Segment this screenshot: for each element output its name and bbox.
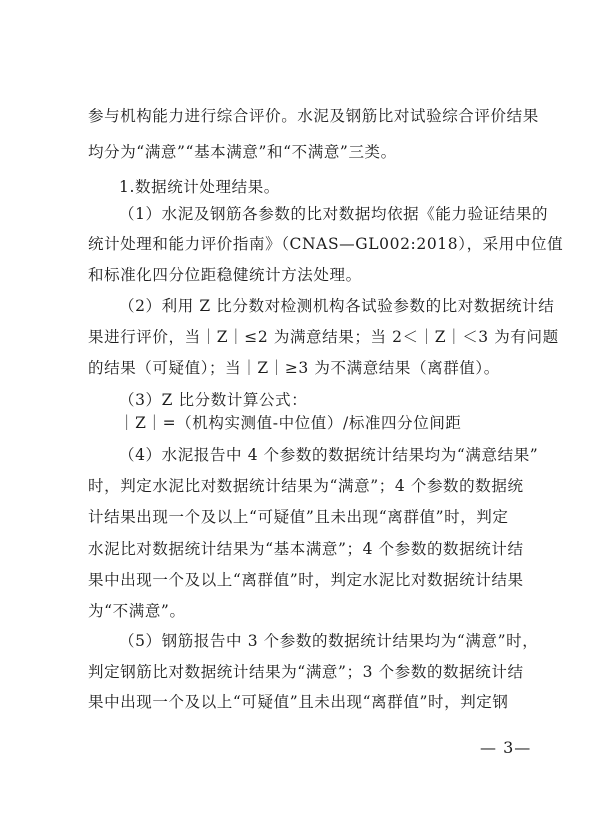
text-line: 为“不满意”。 bbox=[88, 602, 186, 620]
page-number: — 3— bbox=[480, 738, 532, 757]
text-line: 统计处理和能力评价指南》（CNAS—GL002:2018），采用中位值 bbox=[88, 235, 564, 253]
text-line: （1）水泥及钢筋各参数的比对数据均依据《能力验证结果的 bbox=[119, 205, 549, 223]
text-line: 判定钢筋比对数据统计结果为“满意”；3 个参数的数据统计结 bbox=[88, 663, 524, 681]
text-line: 和标准化四分位距稳健统计方法处理。 bbox=[88, 266, 362, 284]
formula-line: ｜Z｜=（机构实测值-中位值）/标准四分位间距 bbox=[119, 414, 462, 432]
text-line: 时，判定水泥比对数据统计结果为“满意”；4 个参数的数据统 bbox=[88, 477, 524, 495]
text-line: 的结果（可疑值）；当｜Z｜≥3 为不满意结果（离群值）。 bbox=[88, 359, 500, 377]
text-line: （3）Z 比分数计算公式： bbox=[119, 391, 308, 409]
section-heading: 1.数据统计处理结果。 bbox=[119, 178, 280, 196]
text-line: 计结果出现一个及以上“可疑值”且未出现“离群值”时，判定 bbox=[88, 508, 509, 526]
text-line: （2）利用 Z 比分数对检测机构各试验参数的比对数据统计结 bbox=[119, 297, 555, 315]
text-line: （5）钢筋报告中 3 个参数的数据统计结果均为“满意”时， bbox=[119, 632, 539, 650]
text-line: 参与机构能力进行综合评价。水泥及钢筋比对试验综合评价结果 bbox=[88, 107, 539, 125]
text-line: 果进行评价，当｜Z｜≤2 为满意结果；当 2＜｜Z｜＜3 为有问题 bbox=[88, 328, 559, 346]
text-line: 果中出现一个及以上“可疑值”且未出现“离群值”时，判定钢 bbox=[88, 693, 509, 711]
text-line: （4）水泥报告中 4 个参数的数据统计结果均为“满意结果” bbox=[119, 446, 539, 464]
text-line: 水泥比对数据统计结果为“基本满意”；4 个参数的数据统计结 bbox=[88, 540, 524, 558]
text-line: 均分为“满意”“基本满意”和“不满意”三类。 bbox=[88, 143, 397, 161]
text-line: 果中出现一个及以上“离群值”时，判定水泥比对数据统计结果 bbox=[88, 571, 524, 589]
